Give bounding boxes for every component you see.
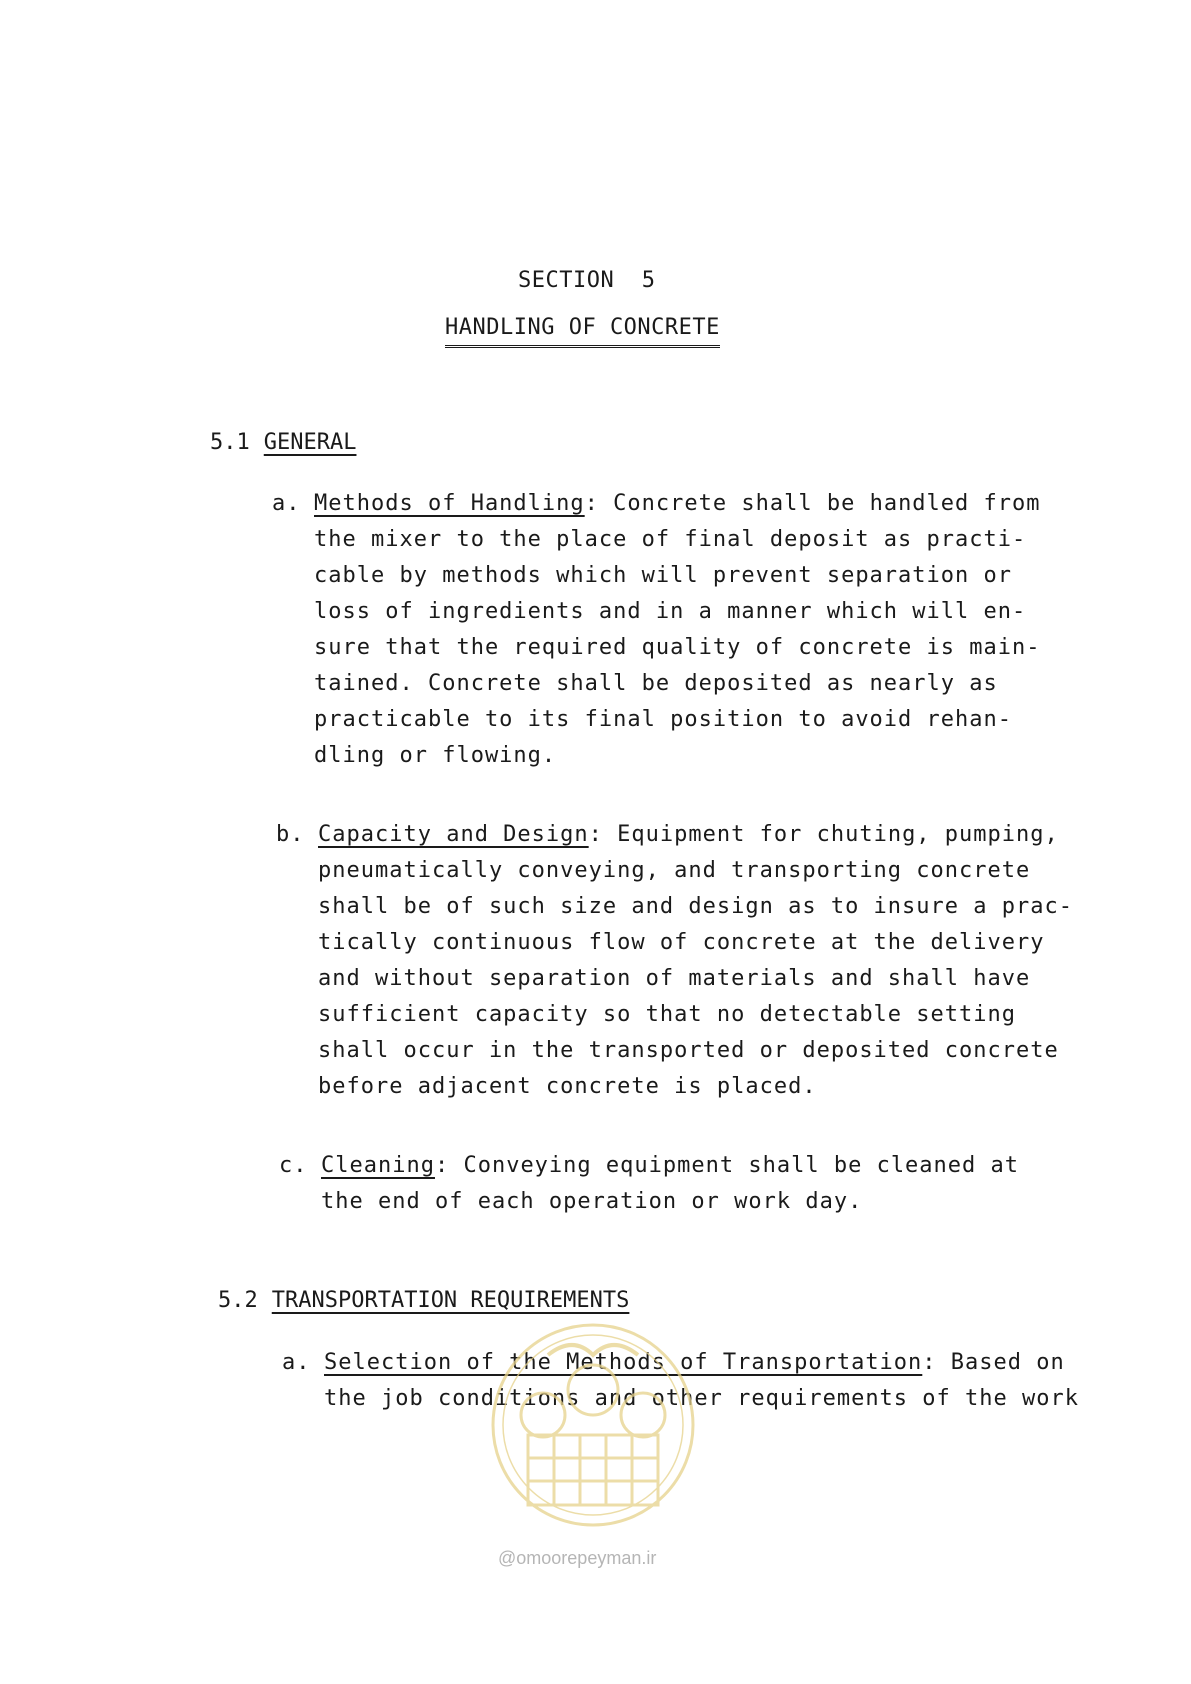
section-label: SECTION 5	[518, 268, 656, 293]
item-lead: Methods of Handling	[314, 491, 585, 516]
item-line: tically continuous flow of concrete at the delivery	[318, 930, 1045, 955]
watermark-seal-icon	[488, 1320, 698, 1530]
item-body	[318, 817, 1078, 1105]
item-line: practicable to its final position to avoid rehan-	[314, 707, 1013, 732]
section-title: HANDLING OF CONCRETE	[445, 315, 720, 348]
subsection-general	[210, 430, 356, 455]
subsection-number: 5.1	[210, 430, 250, 455]
item-line: sure that the required quality of concrete is main-	[314, 635, 1041, 660]
list-item	[276, 817, 1078, 1105]
item-marker: a.	[272, 491, 301, 516]
item-line	[314, 486, 1074, 522]
item-line: dling or flowing.	[314, 743, 557, 768]
item-line-text: : Conveying equipment shall be cleaned at	[434, 1153, 1020, 1178]
item-line: cable by methods which will prevent separation or	[314, 563, 1013, 588]
item-line: loss of ingredients and in a manner which will en-	[314, 599, 1027, 624]
item-line: the job conditions and other requirements of the work	[324, 1386, 1079, 1411]
item-marker: b.	[276, 822, 305, 847]
item-lead: Cleaning	[321, 1153, 435, 1178]
item-line-text: : Based on	[922, 1350, 1065, 1375]
item-body	[321, 1148, 1081, 1220]
subsection-transportation	[218, 1288, 629, 1313]
item-line: sufficient capacity so that no detectable setting	[318, 1002, 1017, 1027]
item-body	[324, 1345, 1084, 1417]
item-line: shall be of such size and design as to insure a prac-	[318, 894, 1073, 919]
item-line: pneumatically conveying, and transporting concrete	[318, 858, 1031, 883]
item-lead: Selection of the Methods of Transportation	[324, 1350, 923, 1375]
list-item	[279, 1148, 1081, 1220]
item-line: and without separation of materials and shall have	[318, 966, 1031, 991]
item-line: shall occur in the transported or deposited concrete	[318, 1038, 1059, 1063]
item-marker: c.	[279, 1153, 308, 1178]
item-marker: a.	[282, 1350, 311, 1375]
list-item	[272, 486, 1074, 774]
item-line: the mixer to the place of final deposit as practi-	[314, 527, 1027, 552]
item-lead: Capacity and Design	[318, 822, 589, 847]
subsection-number: 5.2	[218, 1288, 258, 1313]
item-line: tained. Concrete shall be deposited as nearly as	[314, 671, 998, 696]
watermark-text: @omoorepeyman.ir	[498, 1548, 657, 1568]
item-line: before adjacent concrete is placed.	[318, 1074, 817, 1099]
item-line	[321, 1148, 1081, 1184]
subsection-heading: GENERAL	[263, 430, 357, 455]
item-body	[314, 486, 1074, 774]
item-line-text: : Concrete shall be handled from	[584, 491, 1041, 516]
item-line: the end of each operation or work day.	[321, 1189, 863, 1214]
item-line-text: : Equipment for chuting, pumping,	[588, 822, 1059, 847]
item-line	[318, 817, 1078, 853]
item-line	[324, 1345, 1084, 1381]
subsection-heading: TRANSPORTATION REQUIREMENTS	[271, 1288, 630, 1313]
list-item	[282, 1345, 1084, 1417]
